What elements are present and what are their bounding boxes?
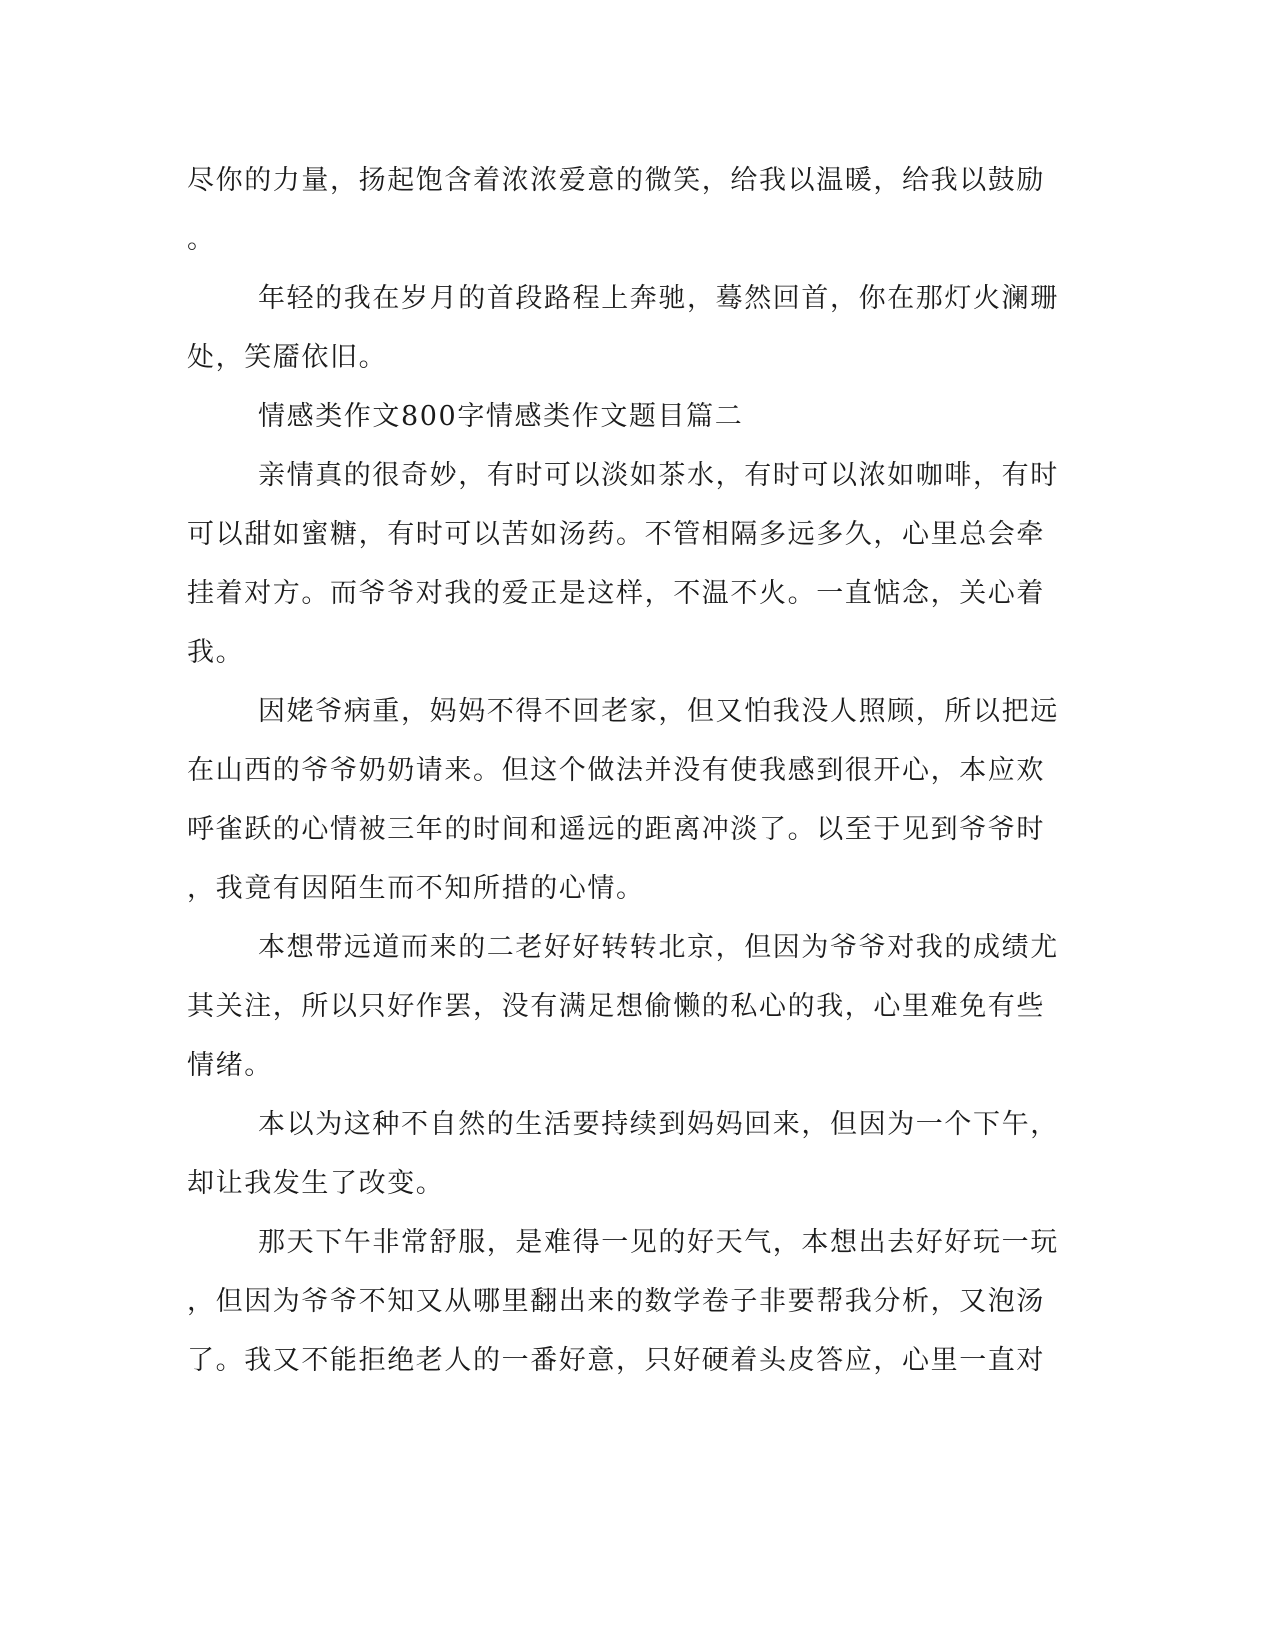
text-line: 我。 <box>187 637 245 668</box>
paragraph-first-line: 本想带远道而来的二老好好转转北京，但因为爷爷对我的成绩尤 <box>258 932 1059 963</box>
paragraph-first-line: 那天下午非常舒服，是难得一见的好天气，本想出去好好玩一玩 <box>258 1227 1059 1258</box>
paragraph-first-line: 本以为这种不自然的生活要持续到妈妈回来，但因为一个下午， <box>258 1109 1059 1140</box>
text-line: 情绪。 <box>187 1050 273 1081</box>
text-line: 挂着对方。而爷爷对我的爱正是这样，不温不火。一直惦念，关心着 <box>187 578 1045 609</box>
text-line: 了。我又不能拒绝老人的一番好意，只好硬着头皮答应，心里一直对 <box>187 1345 1045 1376</box>
text-line: 却让我发生了改变。 <box>187 1168 445 1199</box>
paragraph-first-line: 因姥爷病重，妈妈不得不回老家，但又怕我没人照顾，所以把远 <box>258 696 1059 727</box>
text-line: 。 <box>187 224 216 255</box>
text-line: 尽你的力量，扬起饱含着浓浓爱意的微笑，给我以温暖，给我以鼓励 <box>187 165 1045 196</box>
text-line: 在山西的爷爷奶奶请来。但这个做法并没有使我感到很开心，本应欢 <box>187 755 1045 786</box>
section-heading: 情感类作文800字情感类作文题目篇二 <box>258 401 744 432</box>
paragraph-first-line: 亲情真的很奇妙，有时可以淡如茶水，有时可以浓如咖啡，有时 <box>258 460 1059 491</box>
text-line: 呼雀跃的心情被三年的时间和遥远的距离冲淡了。以至于见到爷爷时 <box>187 814 1045 845</box>
text-line: 处，笑靥依旧。 <box>187 342 388 373</box>
text-line: ，但因为爷爷不知又从哪里翻出来的数学卷子非要帮我分析，又泡汤 <box>187 1286 1045 1317</box>
paragraph-first-line: 年轻的我在岁月的首段路程上奔驰，蓦然回首，你在那灯火澜珊 <box>258 283 1059 314</box>
text-line: 可以甜如蜜糖，有时可以苦如汤药。不管相隔多远多久，心里总会牵 <box>187 519 1045 550</box>
text-line: 其关注，所以只好作罢，没有满足想偷懒的私心的我，心里难免有些 <box>187 991 1045 1022</box>
text-line: ，我竟有因陌生而不知所措的心情。 <box>187 873 645 904</box>
